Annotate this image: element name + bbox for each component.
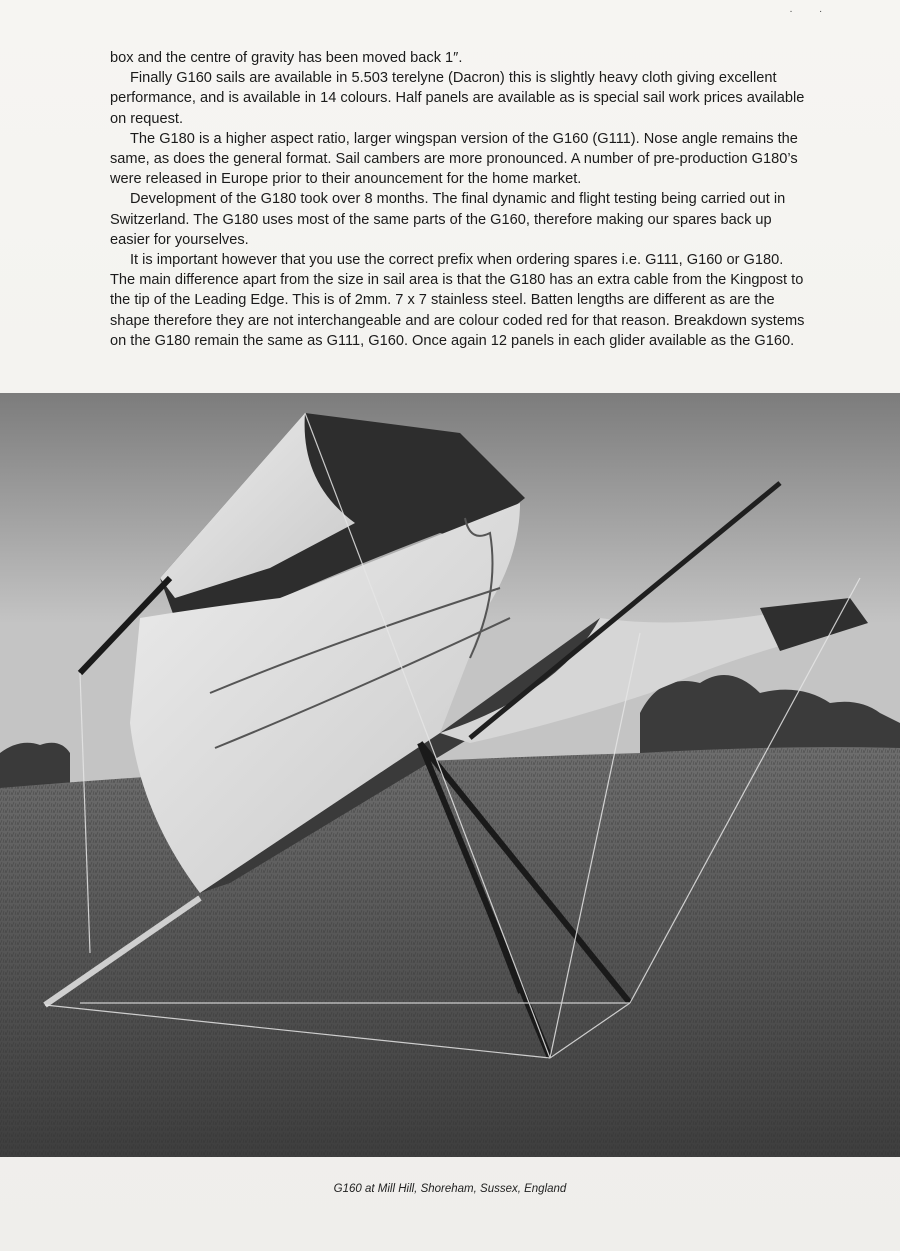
paragraph-g180-intro: The G180 is a higher aspect ratio, larger wingspan version of the G160 (G111). Nose angle remains the same, as does the general format. Sail cambers are more pronounced. A number of pre-production G180’s were released in Europe prior to their anouncement for the home market. xyxy=(110,130,798,188)
photo-caption: G160 at Mill Hill, Shoreham, Sussex, England xyxy=(333,1183,567,1195)
corner-marks: . . xyxy=(789,4,834,15)
hang-glider-photo-illustration xyxy=(0,393,900,1157)
glider-photograph xyxy=(0,393,900,1157)
paragraph-development: Development of the G180 took over 8 months. The final dynamic and flight testing being carried out in Switzerland. The G180 uses most of the same parts of the G160, therefore making our spares back up easier for yourselves. xyxy=(110,191,786,248)
paragraph-continuation: box and the centre of gravity has been moved back 1″. xyxy=(110,50,463,66)
paragraph-sail-material: Finally G160 sails are available in 5.503 terelyne (Dacron) this is slightly heavy cloth giving excellent performance, and is available in 14 colours. Half panels are available as is special sail work prices available on request. xyxy=(110,70,805,127)
paragraph-spares-prefix: It is important however that you use the correct prefix when ordering spares i.e. G111, G160 or G180. The main difference apart from the size in sail area is that the G180 has an extra cable from the Kingpost to the tip of the Leading Edge. This is of 2mm. 7 x 7 stainless steel. Batten lengths are different as are the shape therefore they are not interchangeable and are colour coded red for that reason. Breakdown systems on the G180 remain the same as G111, G160. Once again 12 panels in each glider available as the G160. xyxy=(110,252,805,349)
article-body xyxy=(110,48,810,351)
